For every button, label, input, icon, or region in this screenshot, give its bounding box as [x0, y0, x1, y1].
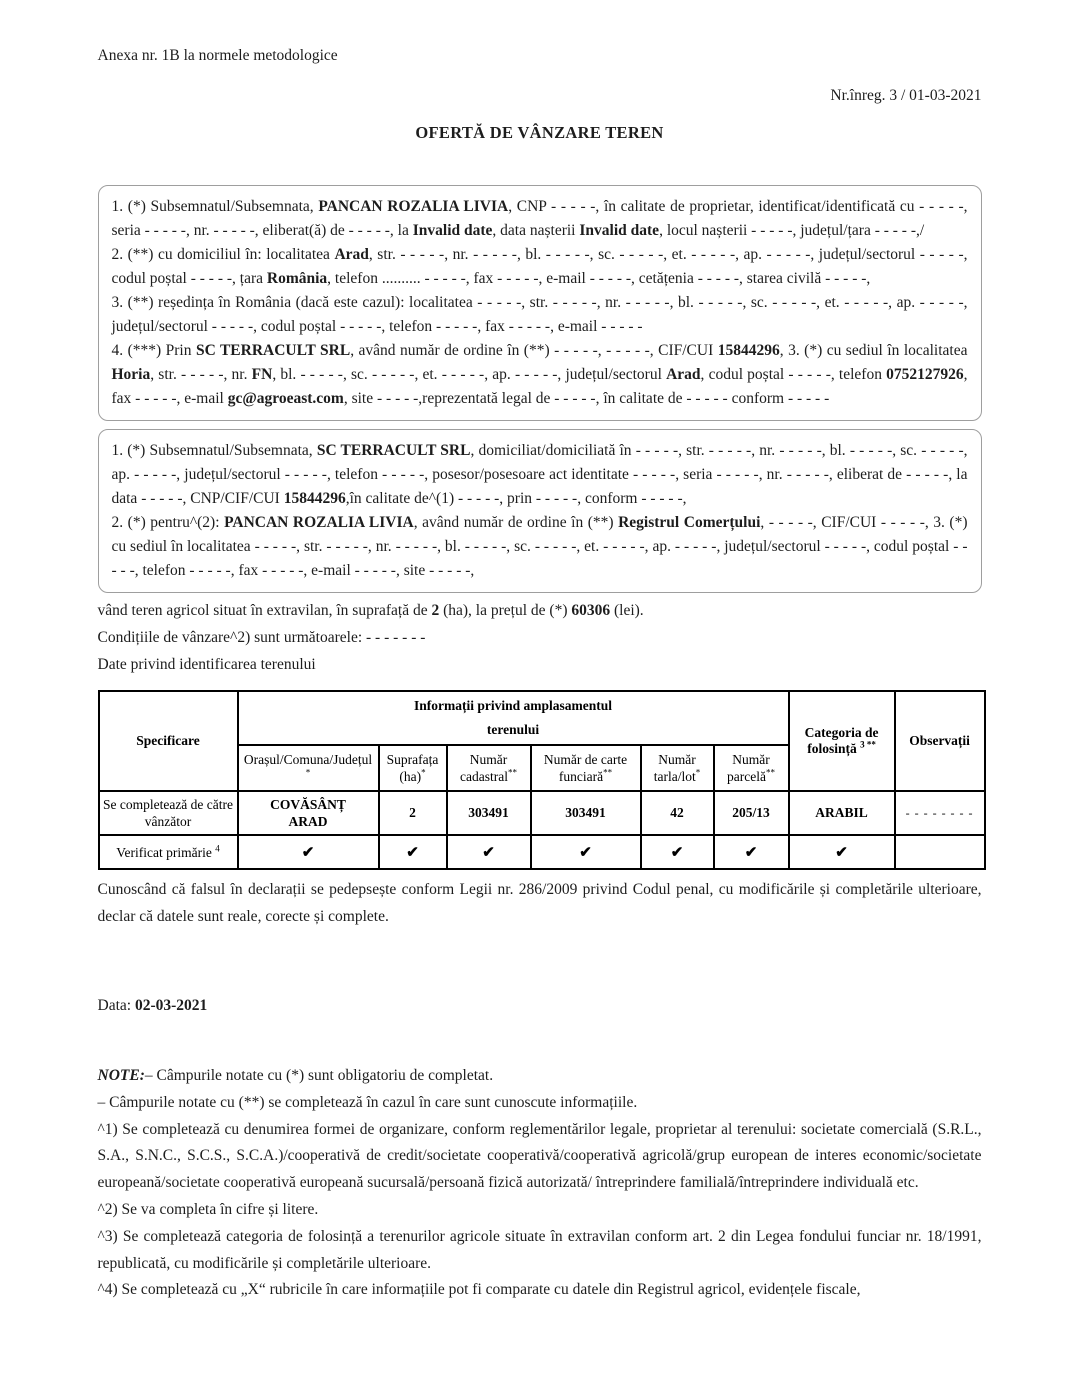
- verified-row: [99, 835, 985, 869]
- cell-parcela: 205/13: [714, 791, 789, 835]
- th-parcela: Număr parcelă**: [714, 745, 789, 791]
- note-3: ^3) Se completează categoria de folosință a terenurilor agricole situate în extravilan conform art. 2 din Legea fondului funciar nr. 18/1991, republicată, cu modificările și completările ulterioare.: [97, 1227, 982, 1272]
- th-specificare: Specificare: [99, 691, 238, 791]
- sale-conditions-line: Condițiile de vânzare^2) sunt următoarele: - - - - - - -: [97, 629, 426, 646]
- th-oras-comuna-judet: Orașul/Comuna/Județul *: [238, 745, 379, 791]
- th-carte-funciara: Număr de carte funciară**: [531, 745, 641, 791]
- check-mark-icon: ✔: [744, 844, 758, 861]
- sale-summary-line: vând teren agricol situat în extravilan, în suprafață de 2 (ha), la prețul de (*) 60306 (lei).: [97, 602, 644, 619]
- land-identification-table: [98, 690, 986, 870]
- cell-observatii-empty: [895, 835, 985, 869]
- note-1: ^1) Se completează cu denumirea formei de organizare, conform reglementărilor legale, proprietar al terenului: societate comercială (S.R.L., S.A., S.N.C., S.C.S., S.C.A.)/cooperativă de credit/societate cooperativă/cooperativă agricolă/grup european de interes economic/societate europeană/societate cooperativă europeană sucursală/persoană fizică autorizată/ întreprindere familială/întreprindere individuală etc.: [97, 1120, 982, 1192]
- check-mark-icon: ✔: [406, 844, 419, 861]
- registration-number: Nr.înreg. 3 / 01-03-2021: [830, 87, 982, 104]
- row-label-seller: Se completează de către vânzător: [99, 791, 238, 835]
- annex-label: Anexa nr. 1B la normele metodologice: [97, 47, 338, 64]
- check-mark-icon: ✔: [482, 844, 495, 861]
- th-suprafata: Suprafața (ha)*: [379, 745, 447, 791]
- cell-categoria: ARABIL: [789, 791, 895, 835]
- note-double-star: – Câmpurile notate cu (**) se completează în cazul în care sunt cunoscute informațiile.: [97, 1093, 638, 1111]
- declaration-paragraph: Cunoscând că falsul în declarații se pedepsește conform Legii nr. 286/2009 privind Codul penal, cu modificările și completările ulterioare, declar că datele sunt reale, corecte și complete.: [97, 881, 982, 925]
- land-table-caption: Date privind identificarea terenului: [97, 656, 316, 673]
- date-line: Data: 02-03-2021: [97, 997, 208, 1014]
- check-mark-icon: ✔: [670, 844, 684, 861]
- cell-carte-funciara: 303491: [531, 791, 641, 835]
- check-mark-icon: ✔: [835, 844, 848, 861]
- cell-tarla-lot: 42: [641, 791, 714, 835]
- cell-suprafata: 2: [379, 791, 447, 835]
- check-mark-icon: ✔: [301, 844, 315, 861]
- proxy-mandate-paragraph: 2. (*) pentru^(2): PANCAN ROZALIA LIVIA, având număr de ordine în (**) Registrul Comerțului, - - - - -, CIF/CUI - - - - -, 3. (*) cu sediul în localitatea - - - - -, str. - - - - -, nr. - - - - -, bl. - - - - -, sc. - - - - -, et. - - - - -, ap. - - - - -, județul/sectorul - - - - -, codul poștal - - - - -, telefon - - - - -, fax - - - - -, e-mail - - - - -, site - - - - -,: [111, 514, 968, 579]
- th-categoria-folosinta: Categoria de folosință $^{3 **}$: [789, 691, 895, 791]
- th-amplasament-group: Informații privind amplasamentul terenului: [238, 691, 789, 745]
- row-label-verificat: Verificat primărie $^4$: [99, 835, 238, 869]
- seller-domicile-paragraph: 2. (**) cu domiciliul în: localitatea Arad, str. - - - - -, nr. - - - - -, bl. - - - - -, sc. - - - - -, et. - - - - -, ap. - - - - -, județul/sectorul - - - - -, codul poștal - - - - -, țara România, telefon .......... - - - - -, fax - - - - -, e-mail - - - - -, cetățenia - - - - -, starea civilă - - - - -,: [111, 246, 968, 287]
- proxy-info-box: [98, 429, 982, 593]
- cell-numar-cadastral: 303491: [447, 791, 531, 835]
- th-observatii: Observații: [895, 691, 985, 791]
- document-title: OFERTĂ DE VÂNZARE TEREN: [415, 123, 664, 142]
- th-tarla-lot: Număr tarla/lot*: [641, 745, 714, 791]
- cell-observatii: - - - - - - - -: [895, 791, 985, 835]
- cell-location: COVĂSÂNȚ ARAD: [238, 791, 379, 835]
- note-header: NOTE:– Câmpurile notate cu (*) sunt obligatoriu de completat.: [97, 1067, 494, 1084]
- seller-identity-paragraph: 1. (*) Subsemnatul/Subsemnata, PANCAN ROZALIA LIVIA, CNP - - - - -, în calitate de proprietar, identificat/identificată cu - - - - -, seria - - - - -, nr. - - - - -, eliberat(ă) de - - - - -, la Invalid date, data nașterii Invalid date, locul nașterii - - - - -, județul/țara - - - - -,/: [111, 198, 968, 239]
- seller-agent-paragraph: 4. (***) Prin SC TERRACULT SRL, având număr de ordine în (**) - - - - -, - - - - -, CIF/CUI 15844296, 3. (*) cu sediul în localitatea Horia, str. - - - - -, nr. FN, bl. - - - - -, sc. - - - - -, et. - - - - -, ap. - - - - -, județul/sectorul Arad, codul poștal - - - - -, telefon 0752127926, fax - - - - -, e-mail gc@agroeast.com, site - - - - -,reprezentată legal de - - - - -, în calitate de - - - - - conform - - - - -: [111, 342, 968, 407]
- seller-info-box: [98, 185, 982, 421]
- note-2: ^2) Se va completa în cifre și litere.: [97, 1200, 319, 1218]
- notes-section: [98, 1063, 982, 1304]
- document-page: [98, 0, 982, 1304]
- seller-data-row: [99, 791, 985, 835]
- seller-residence-paragraph: 3. (**) reședința în România (dacă este cazul): localitatea - - - - -, str. - - - - -, nr. - - - - -, bl. - - - - -, sc. - - - - -, et. - - - - -, ap. - - - - -, județul/sectorul - - - - -, codul poștal - - - - -, telefon - - - - -, fax - - - - -, e-mail - - - - -: [111, 294, 968, 335]
- th-numar-cadastral: Număr cadastral**: [447, 745, 531, 791]
- note-4: ^4) Se completează cu „X“ rubricile în care informațiile pot fi comparate cu datele din Registrul agricol, evidențele fiscale,: [97, 1281, 861, 1299]
- proxy-identity-paragraph: 1. (*) Subsemnatul/Subsemnata, SC TERRACULT SRL, domiciliat/domiciliată în - - - - -, str. - - - - -, nr. - - - - -, bl. - - - - -, sc. - - - - -, ap. - - - - -, județul/sectorul - - - - -, telefon - - - - -, posesor/posesoare act identitate - - - - -, seria - - - - -, nr. - - - - -, eliberat de - - - - -, la data - - - - -, CNP/CIF/CUI 15844296,în calitate de^(1) - - - - -, prin - - - - -, conform - - - - -,: [111, 442, 968, 507]
- check-mark-icon: ✔: [579, 844, 592, 861]
